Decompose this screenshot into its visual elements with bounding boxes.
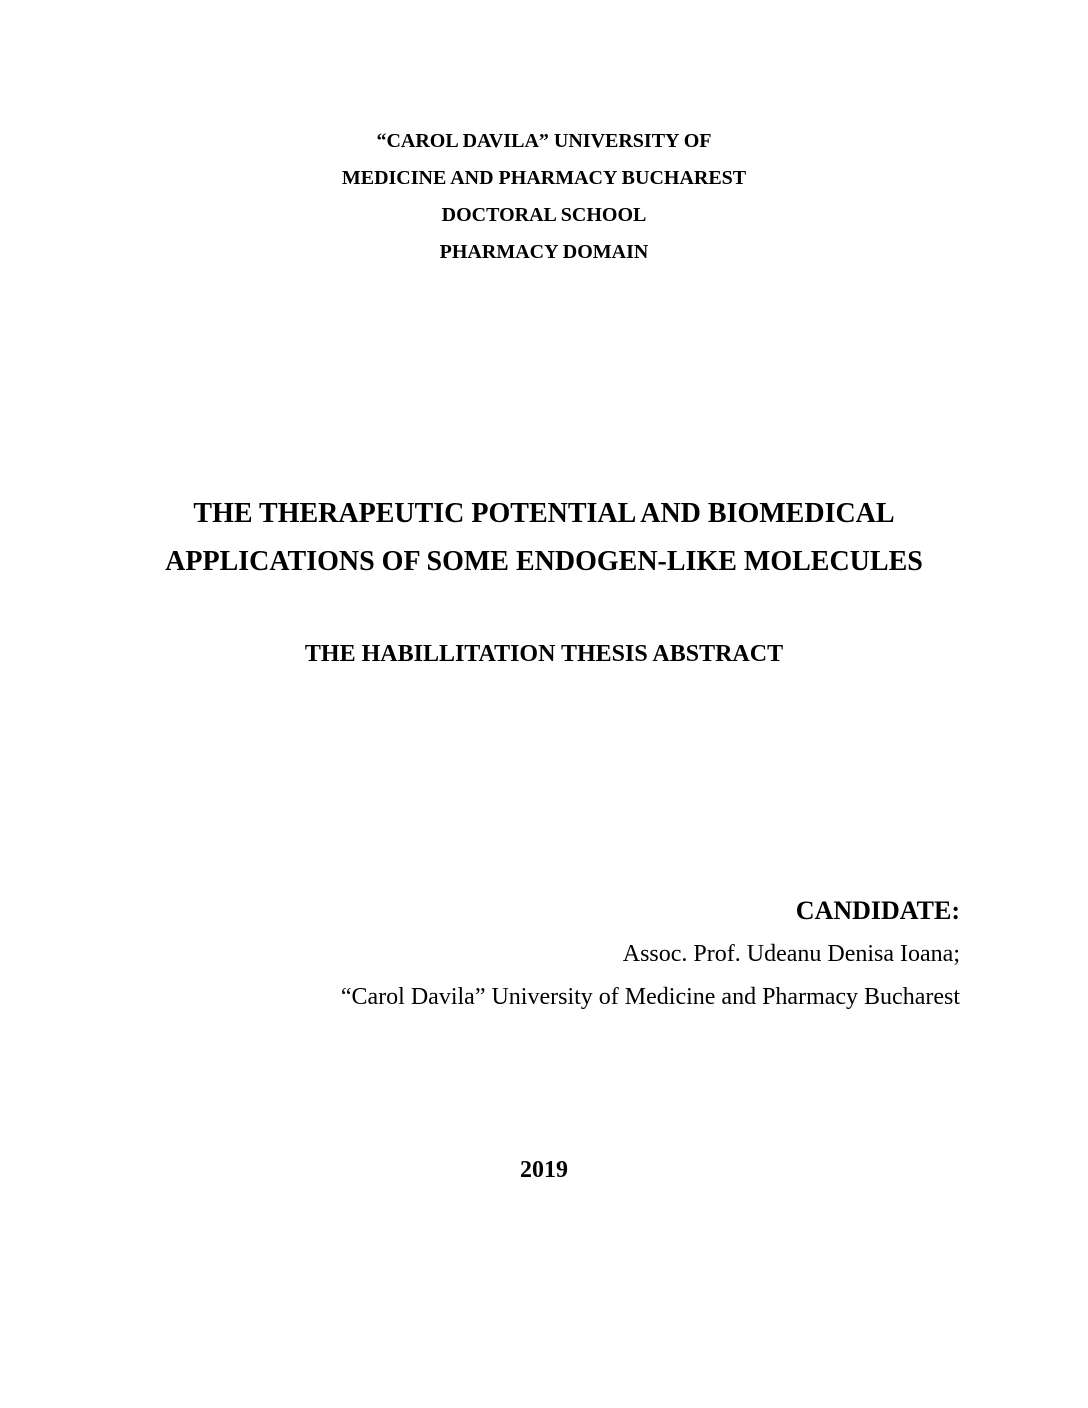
institution-line-4: PHARMACY DOMAIN [439, 241, 649, 263]
candidate-label: CANDIDATE: [795, 896, 960, 925]
thesis-title-line-2: APPLICATIONS OF SOME ENDOGEN-LIKE MOLECULES [165, 546, 923, 577]
candidate-name: Assoc. Prof. Udeanu Denisa Ioana; [622, 941, 960, 967]
year: 2019 [520, 1157, 568, 1183]
institution-line-2: MEDICINE AND PHARMACY BUCHAREST [341, 167, 747, 189]
candidate-affiliation: “Carol Davila” University of Medicine and Pharmacy Bucharest [340, 984, 960, 1010]
institution-line-3: DOCTORAL SCHOOL [441, 204, 647, 226]
thesis-title-line-1: THE THERAPEUTIC POTENTIAL AND BIOMEDICAL [193, 498, 895, 529]
institution-line-1: “CAROL DAVILA” UNIVERSITY OF [376, 130, 712, 152]
thesis-subtitle: THE HABILLITATION THESIS ABSTRACT [304, 641, 784, 667]
